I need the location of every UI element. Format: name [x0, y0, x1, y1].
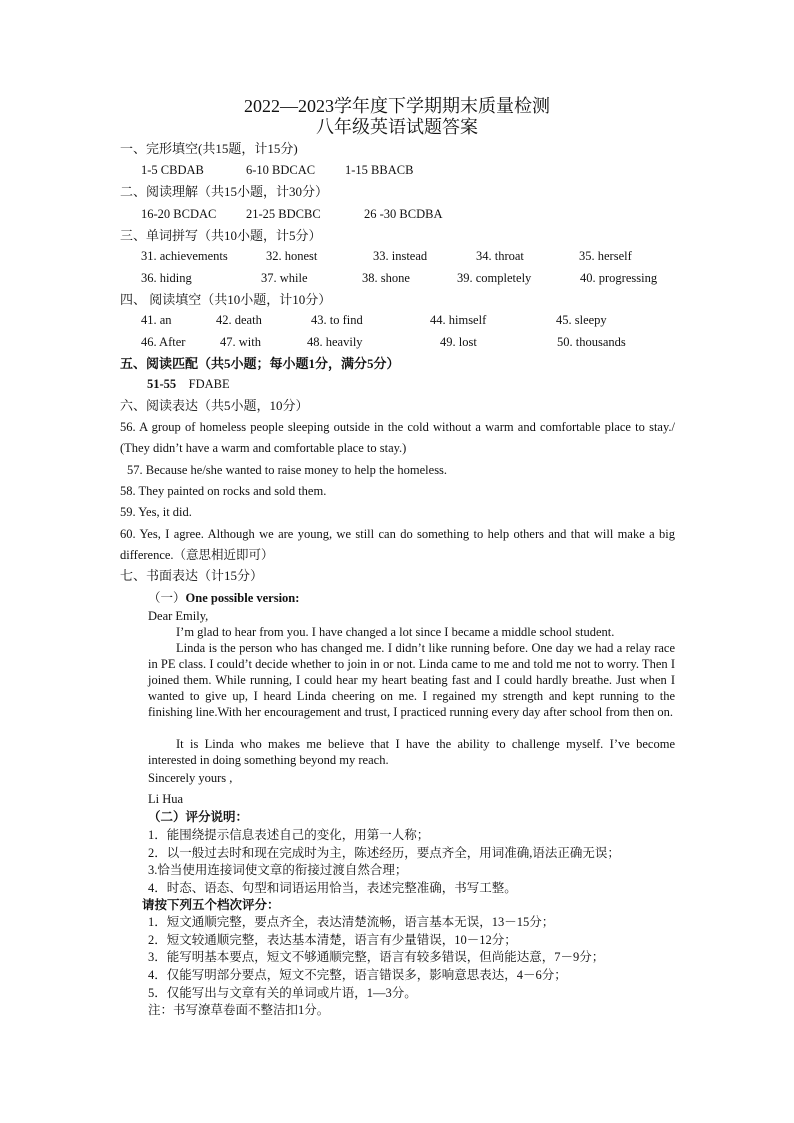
word-answer: 40. progressing: [580, 271, 658, 285]
grade-levels-title: 请按下列五个档次评分：: [142, 898, 280, 912]
sample-essay-title: [148, 590, 299, 606]
answer-56: 56. A group of homeless people sleeping outside in the cold without a warm and comfortable place to stay./ (They didn’t have a warm and comfortable place to stay.): [120, 420, 675, 455]
answer-label: 51-55: [147, 377, 177, 391]
answer-group: 1-5 CBDAB: [141, 163, 204, 177]
answer-group: 1-15 BBACB: [345, 163, 414, 177]
fill-answer: 46. After: [141, 335, 186, 349]
grade-level-1: 1．短文通顺完整，要点齐全，表达清楚流畅，语言基本无误，13－15分；: [148, 915, 555, 929]
word-answer: 35. herself: [579, 249, 632, 263]
answer-58: 58. They painted on rocks and sold them.: [120, 484, 327, 498]
section-2-heading: 二、阅读理解（共15小题，计30分）: [120, 184, 329, 199]
fill-answer: 45. sleepy: [556, 313, 607, 327]
answer-57: 57. Because he/she wanted to raise money to help the homeless.: [127, 463, 448, 477]
letter-closing: Sincerely yours ,: [148, 771, 233, 785]
answer-value: FDABE: [188, 377, 230, 391]
criterion-4: 4．时态、语态、句型和词语运用恰当，表述完整准确，书写工整。: [148, 881, 517, 895]
scoring-notes-title: （二）评分说明：: [148, 810, 249, 824]
letter-paragraph-3: It is Linda who makes me believe that I have the ability to challenge myself. I’ve become interested in doing something beyond my reach.: [148, 737, 675, 767]
section-3-heading: 三、单词拼写（共10小题，计5分）: [120, 228, 322, 243]
fill-answer: 43. to find: [311, 313, 363, 327]
answer-60: 60. Yes, I agree. Although we are young, we still can do something to help others and that will make a big difference.（意思相近即可）: [120, 527, 675, 562]
answer-group: 21-25 BDCBC: [246, 207, 321, 221]
subsection-1-prefix: （一）: [148, 591, 186, 605]
section-6-heading: 六、阅读表达（共5小题，10分）: [120, 398, 309, 413]
criterion-3: 3.恰当使用连接词使文章的衔接过渡自然合理；: [148, 863, 408, 877]
grade-level-4: 4．仅能写明部分要点，短文不完整，语言错误多，影响意思表达，4－6分；: [148, 968, 567, 982]
fill-answer: 47. with: [220, 335, 261, 349]
section-5-heading: 五、阅读匹配（共5小题；每小题1分，满分5分）: [120, 356, 400, 371]
answer-group: 16-20 BCDAC: [141, 207, 217, 221]
section-4-heading: 四、 阅读填空（共10小题，计10分）: [120, 292, 332, 307]
answer-59: 59. Yes, it did.: [120, 505, 192, 519]
answer-group: 6-10 BDCAC: [246, 163, 316, 177]
title-line-2: 八年级英语试题答案: [316, 117, 478, 137]
fill-answer: 42. death: [216, 313, 262, 327]
letter-signature: Li Hua: [148, 792, 184, 806]
fill-answer: 41. an: [141, 313, 172, 327]
letter-paragraph-1: I’m glad to hear from you. I have changed a lot since I became a middle school student.: [176, 625, 615, 639]
grade-level-5: 5．仅能写出与文章有关的单词或片语，1—3分。: [148, 986, 417, 1000]
deduction-note: 注：书写潦草卷面不整洁扣1分。: [148, 1003, 330, 1017]
word-answer: 34. throat: [476, 249, 524, 263]
section-1-heading: 一、完形填空(共15题，计15分): [120, 141, 298, 156]
fill-answer: 44. himself: [430, 313, 487, 327]
letter-greeting: Dear Emily,: [148, 609, 209, 623]
fill-answer: 49. lost: [440, 335, 477, 349]
criterion-2: 2．以一般过去时和现在完成时为主，陈述经历，要点齐全，用词准确,语法正确无误；: [148, 846, 620, 860]
letter-paragraph-2: Linda is the person who has changed me. I didn’t like running before. One day we had a relay race in PE class. I could’t decide whether to join in or not. Linda came to me and told me not to worry. Then I joined them. While running, I could hear my heart beating fast and I could hardly breathe. Just when I wanted to give up, I heard Linda cheering on me. I regained my strength and kept running to the finishing line.With her encouragement and trust, I practiced running every day after school from then on.: [148, 641, 675, 719]
word-answer: 36. hiding: [141, 271, 192, 285]
word-answer: 39. completely: [457, 271, 532, 285]
answer-group: 26 -30 BCDBA: [364, 207, 443, 221]
fill-answer: 48. heavily: [307, 335, 363, 349]
word-answer: 37. while: [261, 271, 308, 285]
word-answer: 38. shone: [362, 271, 410, 285]
grade-level-3: 3．能写明基本要点，短文不够通顺完整，语言有较多错误，但尚能达意，7－9分；: [148, 950, 605, 964]
fill-answer: 50. thousands: [557, 335, 626, 349]
word-answer: 31. achievements: [141, 249, 228, 263]
grade-level-2: 2．短文较通顺完整，表达基本清楚，语言有少量错误，10－12分；: [148, 933, 517, 947]
subsection-1-title: One possible version:: [185, 591, 300, 605]
word-answer: 33. instead: [373, 249, 428, 263]
criterion-1: 1．能围绕提示信息表述自己的变化，用第一人称；: [148, 828, 430, 842]
section-7-heading: 七、书面表达（计15分）: [120, 568, 264, 583]
section-5-answers: [147, 377, 230, 392]
title-line-1: 2022—2023学年度下学期期末质量检测: [244, 96, 550, 116]
word-answer: 32. honest: [266, 249, 318, 263]
